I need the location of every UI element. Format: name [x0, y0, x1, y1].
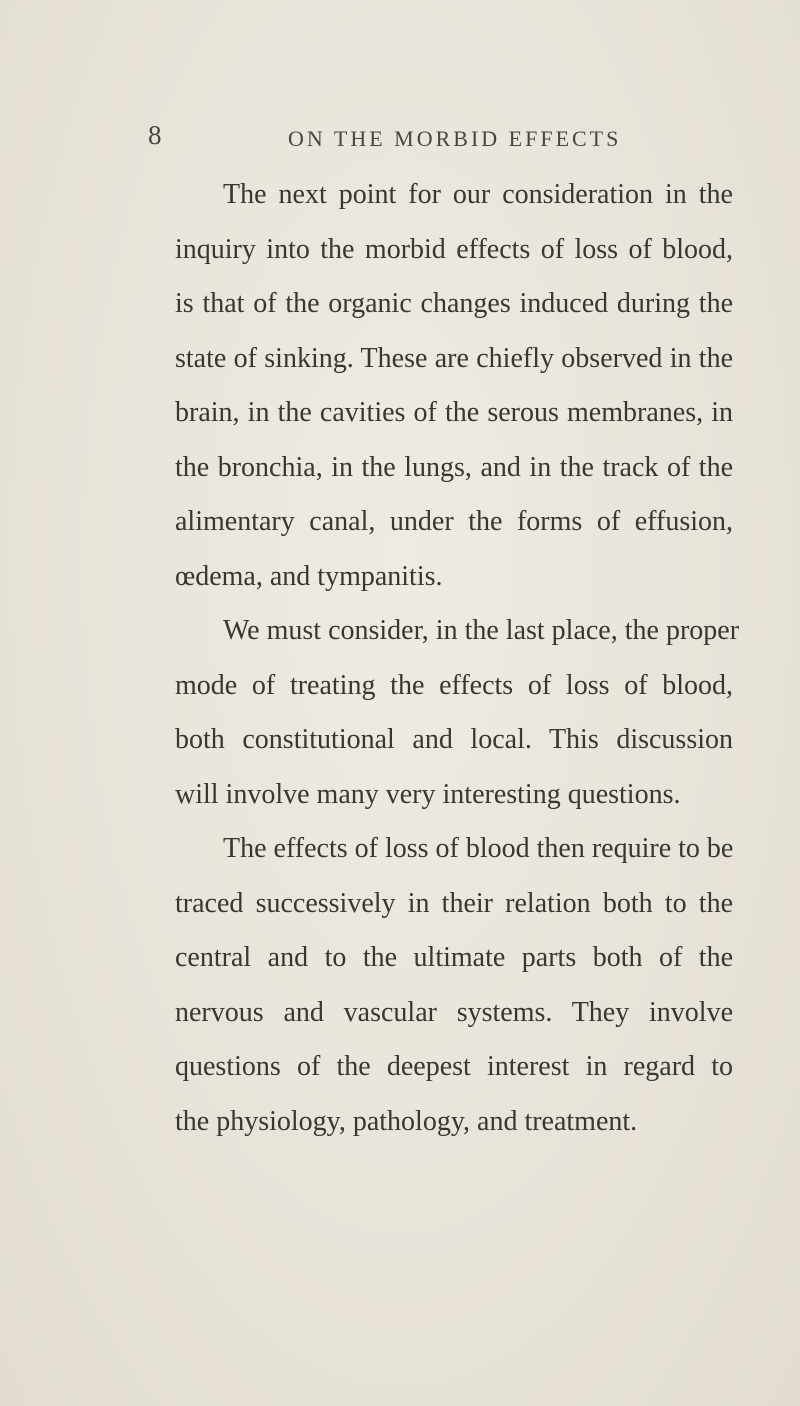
- text-line: mode of treating the effects of loss of blood,: [175, 669, 733, 701]
- text-line: the bronchia, in the lungs, and in the track of the: [175, 451, 733, 483]
- text-line: inquiry into the morbid effects of loss of blood,: [175, 233, 733, 265]
- text-line: The effects of loss of blood then require to be: [223, 833, 734, 864]
- paragraph-treatment: [175, 604, 740, 822]
- text-line: brain, in the cavities of the serous membranes, in: [175, 397, 733, 428]
- text-line: alimentary canal, under the forms of effusion,: [175, 506, 733, 537]
- text-line: We must consider, in the last place, the proper: [223, 615, 740, 646]
- text-line: questions of the deepest interest in regard to: [175, 1051, 733, 1082]
- paragraph-organic-changes: [175, 168, 733, 604]
- text-line: nervous and vascular systems. They involve: [175, 996, 733, 1028]
- paragraph-effects: [175, 822, 733, 1149]
- text-line: The next point for our consideration in the: [223, 179, 733, 210]
- body-text: [175, 168, 740, 1149]
- text-line: state of sinking. These are chiefly observed in the: [175, 342, 733, 374]
- page-number: 8: [148, 120, 162, 150]
- text-line: traced successively in their relation both to the: [175, 887, 733, 919]
- text-line: central and to the ultimate parts both of the: [175, 942, 733, 973]
- running-head: [148, 120, 708, 160]
- running-title: ON THE MORBID EFFECTS: [288, 126, 622, 151]
- text-line: both constitutional and local. This discussion: [175, 724, 733, 755]
- text-line: will involve many very interesting questions.: [175, 778, 681, 810]
- text-line: œdema, and tympanitis.: [175, 560, 443, 592]
- text-line: is that of the organic changes induced during the: [175, 288, 733, 319]
- text-line: the physiology, pathology, and treatment.: [175, 1105, 638, 1137]
